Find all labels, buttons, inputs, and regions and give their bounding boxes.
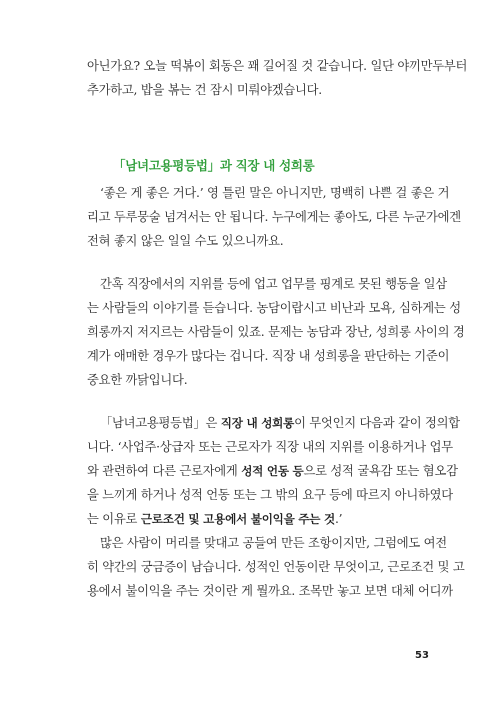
emphasis-text: 직장 내 성희롱: [220, 416, 295, 430]
paragraph-line: [100, 415, 460, 431]
paragraph-line: 희롱까지 저지르는 사람들이 있죠. 문제는 농담과 장난, 성희롱 사이의 경: [87, 325, 465, 339]
intro-line-1: 아닌가요? 오늘 떡볶이 회동은 꽤 길어질 것 같습니다. 일단 야끼만두부터: [87, 59, 468, 73]
paragraph-line: ‘좋은 게 좋은 거다.’ 영 틀린 말은 아니지만, 명백히 나쁜 걸 좋은 거: [100, 186, 450, 200]
paragraph-line: 니다. ‘사업주·상급자 또는 근로자가 직장 내의 지위를 이용하거나 업무: [87, 440, 453, 454]
page-number: 53: [415, 650, 429, 661]
text-run: 는 이유로: [87, 512, 141, 526]
paragraph-line: 히 약간의 궁금증이 남습니다. 성적인 언동이란 무엇이고, 근로조건 및 고: [87, 560, 465, 574]
paragraph-line: 용에서 불이익을 주는 것이란 게 뭘까요. 조목만 놓고 보면 대체 어디까: [87, 584, 453, 598]
paragraph-line: 간혹 직장에서의 지위를 등에 업고 업무를 핑계로 못된 행동을 일삼: [100, 277, 447, 291]
paragraph-line: 을 느끼게 하거나 성적 언동 또는 그 밖의 요구 등에 따르지 아니하였다: [87, 488, 453, 502]
paragraph-line: 계가 애매한 경우가 많다는 겁니다. 직장 내 성희롱을 판단하는 기준이: [87, 349, 450, 363]
section-heading: 「남녀고용평등법」과 직장 내 성희롱: [113, 158, 315, 173]
paragraph-line: [87, 511, 427, 527]
text-run: 「남녀고용평등법」은: [100, 416, 221, 430]
text-run: 와 관련하여 다른 근로자에게: [87, 464, 242, 478]
emphasis-text: 성적 언동 등: [241, 464, 304, 478]
paragraph-line: 많은 사람이 머리를 맞대고 공들여 만든 조항이지만, 그럼에도 여전: [100, 536, 447, 550]
text-run: 으로 성적 굴욕감 또는 혐오감: [303, 464, 458, 478]
paragraph-line: 중요한 까닭입니다.: [87, 373, 188, 387]
text-run: .’: [334, 512, 343, 526]
intro-line-2: 추가하고, 밥을 볶는 건 잠시 미뤄야겠습니다.: [87, 83, 322, 97]
text-run: 이 무엇인지 다음과 같이 정의합: [294, 416, 460, 430]
paragraph-line: 는 사람들의 이야기를 듣습니다. 농담이랍시고 비난과 모욕, 심하게는 성: [87, 301, 461, 315]
emphasis-text: 근로조건 및 고용에서 불이익을 주는 것: [140, 512, 335, 526]
paragraph-line: 전혀 좋지 않은 일일 수도 있으니까요.: [87, 234, 284, 248]
paragraph-line: [87, 463, 458, 479]
paragraph-line: 리고 두루뭉술 넘겨서는 안 됩니다. 누구에게는 좋아도, 다른 누군가에겐: [87, 210, 461, 224]
